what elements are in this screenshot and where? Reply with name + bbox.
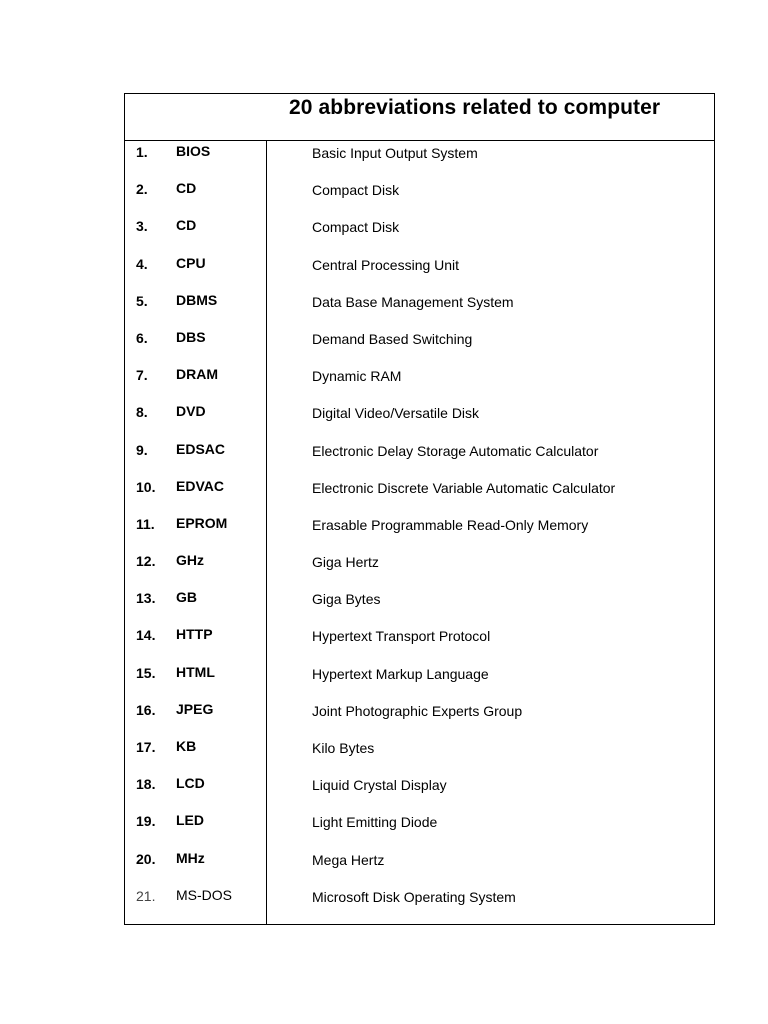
row-meaning: Dynamic RAM bbox=[312, 368, 402, 385]
row-meaning: Erasable Programmable Read-Only Memory bbox=[312, 516, 589, 533]
row-meaning: Compact Disk bbox=[312, 219, 400, 236]
row-meaning: Electronic Discrete Variable Automatic Calculator bbox=[312, 479, 616, 496]
row-number: 5. bbox=[136, 292, 148, 309]
table-row bbox=[125, 327, 715, 364]
row-number: 15. bbox=[136, 664, 156, 681]
row-number: 9. bbox=[136, 441, 148, 458]
row-abbreviation: HTML bbox=[176, 663, 215, 680]
row-meaning: Data Base Management System bbox=[312, 293, 514, 310]
row-abbreviation: DRAM bbox=[176, 366, 218, 383]
row-abbreviation: CPU bbox=[176, 254, 206, 271]
row-number: 14. bbox=[136, 627, 156, 644]
table-row bbox=[125, 178, 715, 215]
row-meaning: Mega Hertz bbox=[312, 851, 385, 868]
row-meaning: Microsoft Disk Operating System bbox=[312, 888, 516, 905]
row-abbreviation: LCD bbox=[176, 775, 205, 792]
row-number: 20. bbox=[136, 850, 156, 867]
row-number: 1. bbox=[136, 144, 148, 160]
table-row bbox=[125, 550, 715, 587]
row-meaning: Basic Input Output System bbox=[312, 145, 478, 161]
table-row bbox=[125, 476, 715, 513]
row-abbreviation: GB bbox=[176, 589, 197, 606]
abbreviation-list bbox=[125, 141, 715, 922]
row-meaning: Joint Photographic Experts Group bbox=[312, 702, 523, 719]
row-number: 6. bbox=[136, 329, 148, 346]
row-meaning: Demand Based Switching bbox=[312, 330, 473, 347]
row-number: 13. bbox=[136, 590, 156, 607]
table-row bbox=[125, 736, 715, 773]
table-row bbox=[125, 215, 715, 252]
row-meaning: Hypertext Transport Protocol bbox=[312, 628, 491, 645]
table-row bbox=[125, 624, 715, 661]
row-abbreviation: BIOS bbox=[176, 143, 211, 159]
row-abbreviation: EDVAC bbox=[176, 477, 224, 494]
row-meaning: Liquid Crystal Display bbox=[312, 777, 447, 794]
row-number: 11. bbox=[136, 515, 155, 532]
row-number: 19. bbox=[136, 813, 156, 830]
table-row bbox=[125, 253, 715, 290]
row-number: 2. bbox=[136, 181, 148, 198]
row-abbreviation: EDSAC bbox=[176, 440, 226, 457]
document-title: 20 abbreviations related to computer bbox=[289, 96, 661, 119]
row-meaning: Kilo Bytes bbox=[312, 740, 375, 756]
row-number: 8. bbox=[136, 404, 148, 421]
row-number: 16. bbox=[136, 701, 156, 718]
table-row bbox=[125, 699, 715, 736]
table-row bbox=[125, 364, 715, 401]
row-number: 12. bbox=[136, 553, 156, 570]
row-meaning: Hypertext Markup Language bbox=[312, 665, 489, 682]
row-number: 4. bbox=[136, 255, 148, 272]
row-number: 21. bbox=[136, 887, 156, 904]
row-abbreviation: HTTP bbox=[176, 626, 213, 643]
table-row bbox=[125, 848, 715, 885]
table-row bbox=[125, 810, 715, 847]
table-row bbox=[125, 439, 715, 476]
row-meaning: Compact Disk bbox=[312, 182, 400, 199]
row-abbreviation: MHz bbox=[176, 849, 205, 866]
row-meaning: Light Emitting Diode bbox=[312, 814, 438, 831]
row-abbreviation: DBMS bbox=[176, 291, 218, 308]
row-abbreviation: LED bbox=[176, 812, 204, 829]
row-number: 3. bbox=[136, 218, 148, 235]
row-meaning: Giga Bytes bbox=[312, 591, 381, 608]
table-row bbox=[125, 141, 715, 178]
row-meaning: Electronic Delay Storage Automatic Calculator bbox=[312, 442, 599, 459]
table-row bbox=[125, 885, 715, 922]
table-row bbox=[125, 662, 715, 699]
row-abbreviation: MS-DOS bbox=[176, 886, 232, 903]
row-abbreviation: EPROM bbox=[176, 514, 228, 531]
table-row bbox=[125, 290, 715, 327]
row-abbreviation: JPEG bbox=[176, 700, 214, 717]
row-abbreviation: DBS bbox=[176, 328, 206, 345]
table-row bbox=[125, 773, 715, 810]
row-number: 17. bbox=[136, 739, 156, 755]
row-meaning: Digital Video/Versatile Disk bbox=[312, 405, 480, 422]
row-number: 10. bbox=[136, 478, 156, 495]
table-title-row bbox=[125, 94, 715, 141]
row-number: 7. bbox=[136, 367, 148, 384]
abbreviations-table bbox=[124, 93, 715, 925]
row-abbreviation: CD bbox=[176, 180, 197, 197]
row-abbreviation: CD bbox=[176, 217, 197, 234]
table-row bbox=[125, 401, 715, 438]
row-meaning: Giga Hertz bbox=[312, 554, 379, 571]
row-number: 18. bbox=[136, 776, 156, 793]
table-row bbox=[125, 513, 715, 550]
row-meaning: Central Processing Unit bbox=[312, 256, 460, 273]
table-row bbox=[125, 587, 715, 624]
row-abbreviation: DVD bbox=[176, 403, 206, 420]
row-abbreviation: GHz bbox=[176, 552, 204, 569]
row-abbreviation: KB bbox=[176, 738, 197, 754]
